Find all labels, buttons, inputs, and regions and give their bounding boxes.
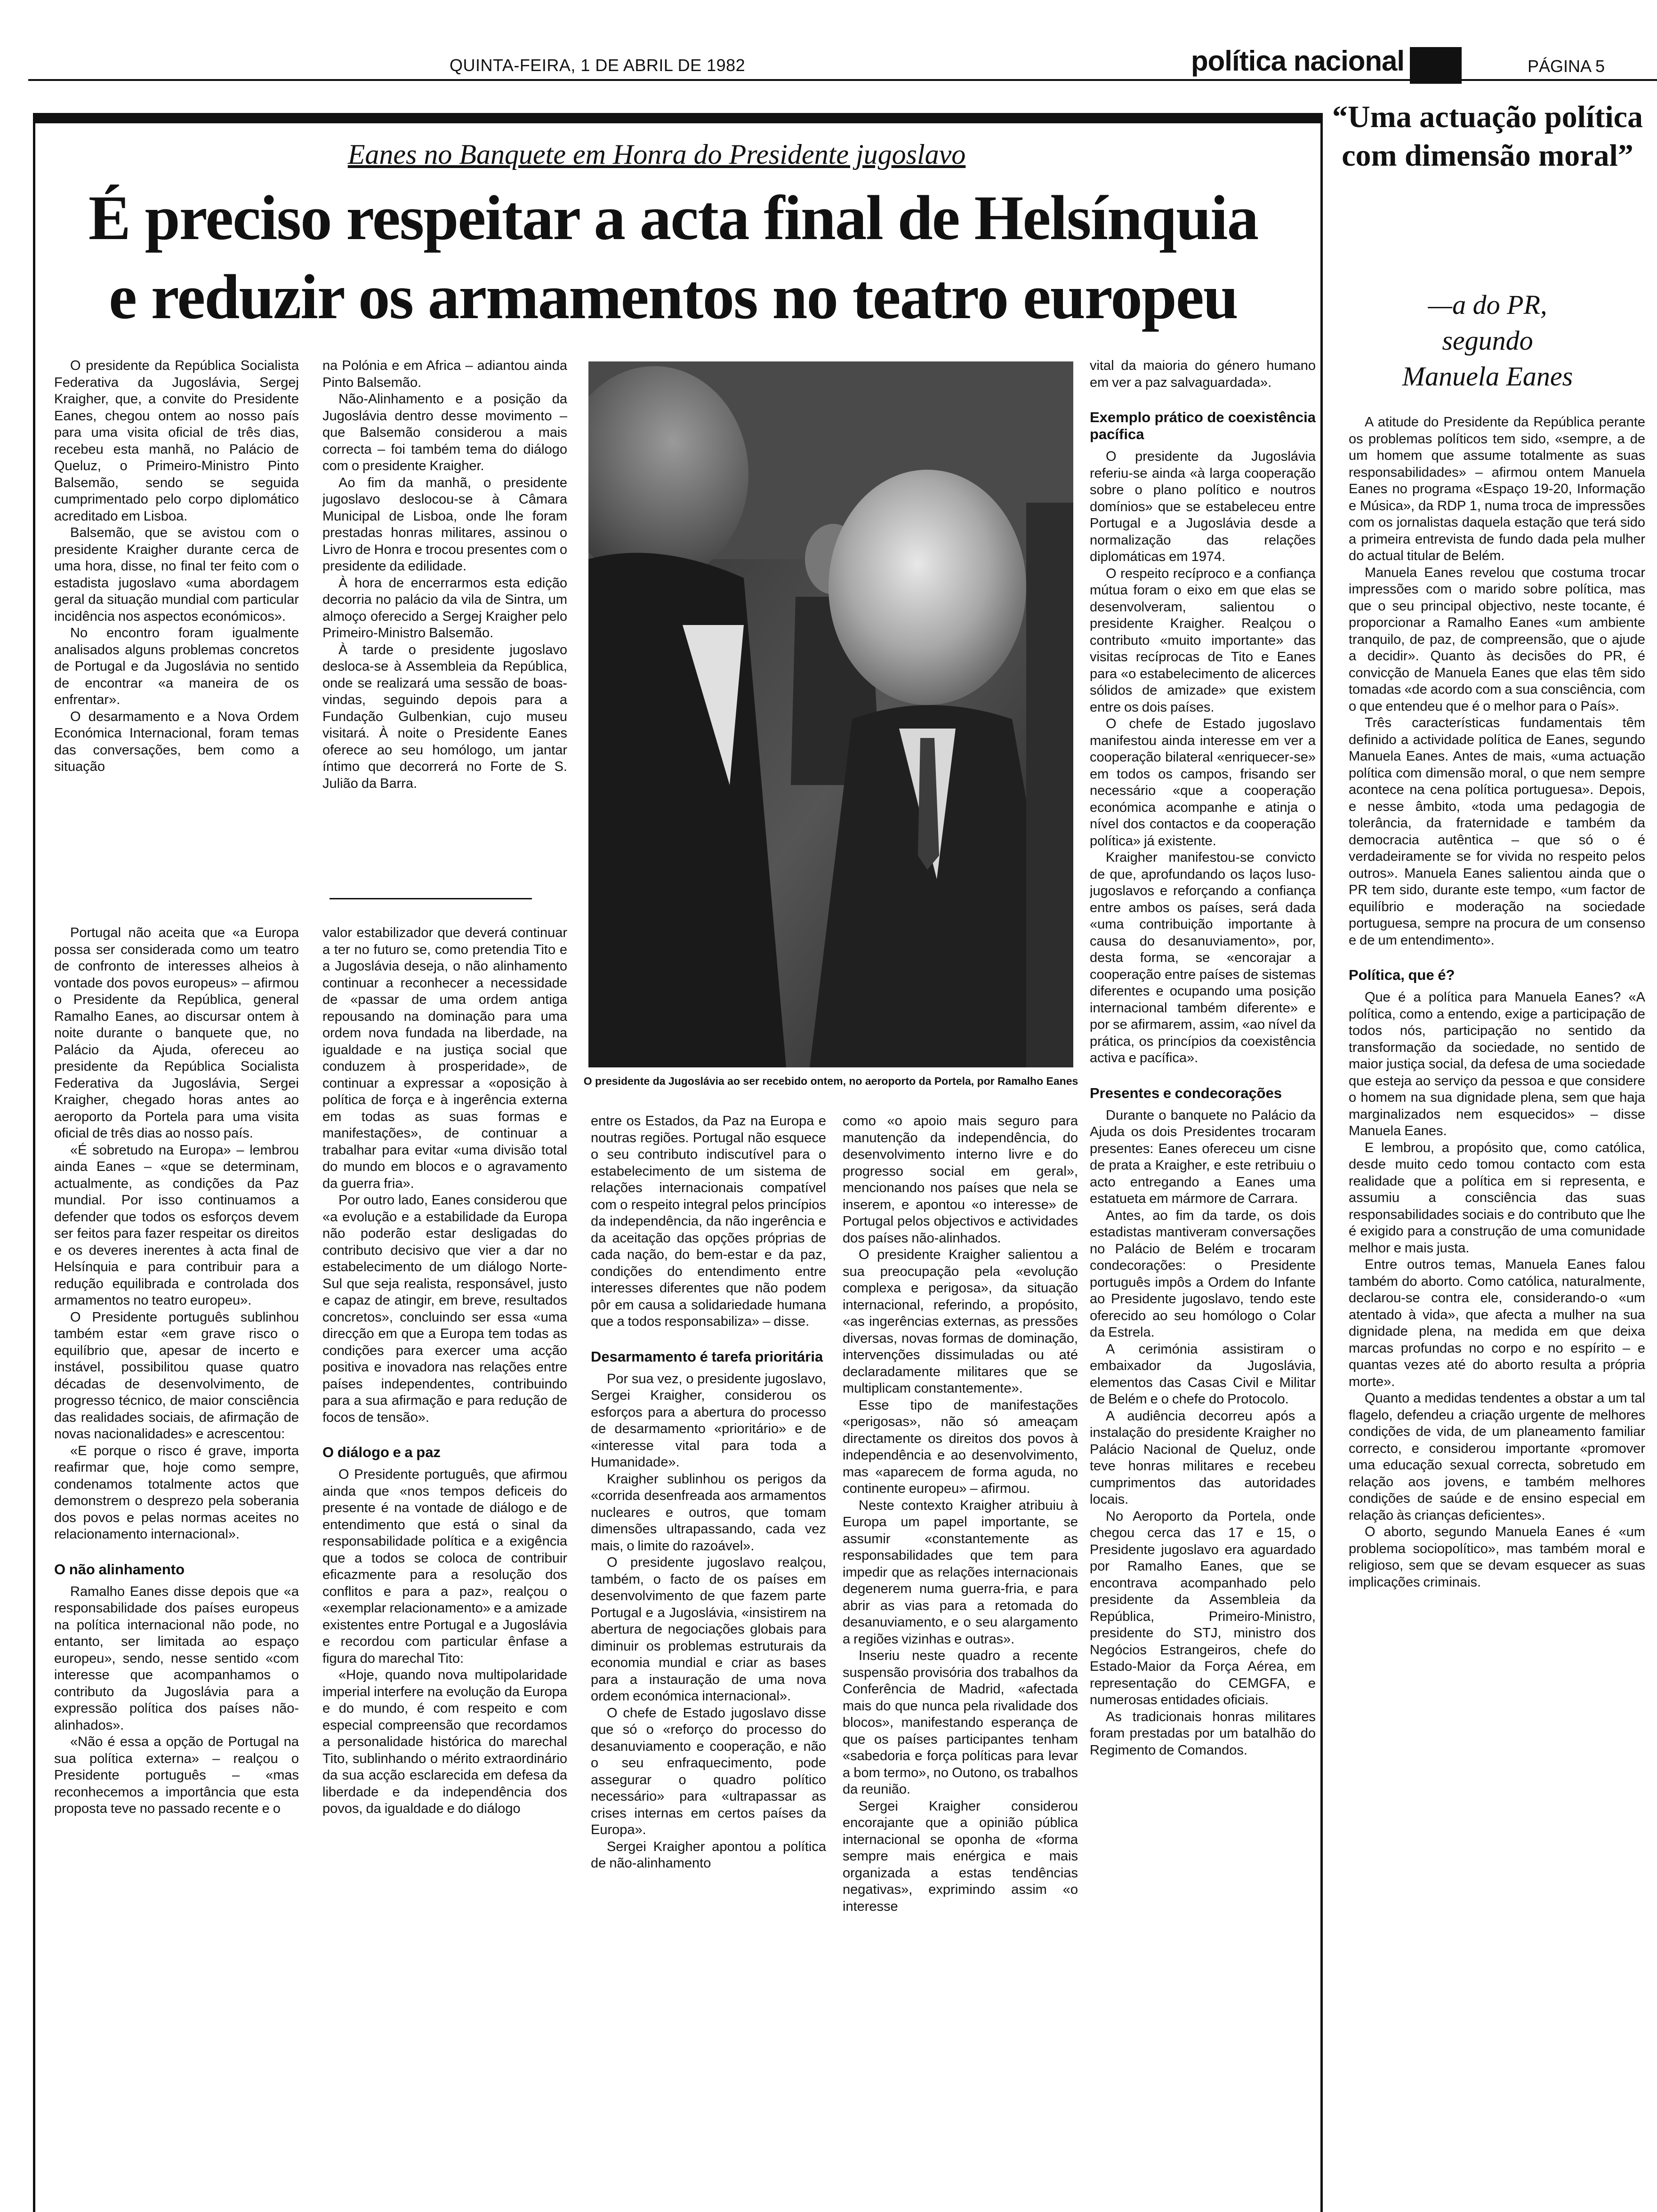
body-column-1: Portugal não aceita que «a Europa possa ser considerada como um teatro de confronto de interesses alheios à vontade dos povos europeus» – afirmou o Presidente da República, general Ramalho Eanes, ao discursar ontem à noite durante o banquete que, no Palácio da Ajuda, ofereceu ao presidente da República Socialista Federativa da Jugoslávia, Sergei Kraigher, chegado horas antes ao aeroporto da Portela para uma visita oficial de três dias ao nosso país. «É sobretudo na Europa» – lembrou ainda Eanes – «que se determinam, actualmente, as condições da Paz mundial. Por isso continuamos a defender que todos os esforços devem ser feitos para fazer respeitar os direitos e os deveres inerentes à acta final de Helsínquia e para contribuir para a redução equilibrada e controlada dos armamentos no teatro europeu». O Presidente português sublinhou também estar «em grave risco o equilíbrio que, apesar de incerto e instável, possibilitou quase quatro décadas de desenvolvimento, de progresso técnico, de maior consciência das realidades sociais, de afirmação de novas nacionalidades» e acrescentou: «E porque o risco é grave, importa reafirmar que, hoje como sempre, condenamos totalmente actos que demonstrem o desprezo pela soberania dos povos e pelas normas aceites no relacionamento internacional». O não alinhamento Ramalho Eanes disse depois que «a responsabilidade dos países europeus na política internacional não pode, no entanto, ser limitada ao espaço europeu», sendo, nesse sentido «com interesse que acompanhamos o contributo da Jugoslávia para a expressão política dos países não-alinhados». «Não é essa a opção de Portugal na sua política externa» – realçou o Presidente português – «mas reconhecemos a importância que esta proposta teve no passado recente e o [54, 925, 299, 1816]
article-frame-top [33, 113, 1323, 123]
news-photo [588, 361, 1073, 1067]
article-frame-right [1320, 113, 1323, 2212]
masthead-date: QUINTA-FEIRA, 1 DE ABRIL DE 1982 [450, 56, 746, 75]
subhead-nao-alinhamento: O não alinhamento [54, 1561, 185, 1578]
lead-separator [330, 898, 532, 899]
masthead-rule [28, 79, 1657, 81]
headline-line-2: e reduzir os armamentos no teatro europeu [109, 262, 1238, 332]
article-headline [28, 179, 1318, 337]
sidebar-credit: —a do PR, segundo Manuela Eanes [1402, 289, 1573, 392]
body-column-4: como «o apoio mais seguro para manutenção da independência, do desenvolvimento interno livre e do progresso social em geral», mencionando nos países que nela se inserem, e apontou «o interesse» de Portugal pelos objectivos e actividades dos países não-alinhados. O presidente Kraigher salientou a sua preocupação pela «evolução complexa e perigosa», da situação internacional, referindo, a propósito, «as ingerências externas, as pressões diversas, novas formas de dominação, intervenções dissimuladas ou até declaradamente militares que se multiplicam constantemente». Esse tipo de manifestações «perigosas», não só ameaçam directamente os direitos dos povos à independência e ao desenvolvimento, mas «aparecem de forma aguda, no continente europeu» – afirmou. Neste contexto Kraigher atribuiu à Europa um papel importante, se assumir «constantemente as responsabilidades que tem para impedir que as relações internacionais degenerem numa guerra-fria, e para abrir as vias para a retomada do desanuviamento, e o seu alargamento a regiões vizinhas e outras». Inseriu neste quadro a recente suspensão provisória dos trabalhos da Conferência de Madrid, «afectada mais do que nunca pela rivalidade dos blocos», manifestando esperança de que os países participantes tenham «sabedoria e força políticas para levar a bom termo», no Outono, os trabalhos da reunião. Sergei Kraigher considerou encorajante que a opinião pública internacional se oponha de «forma sempre mais enérgica e mais organizada a estas tendências negativas», exprimindo assim «o interesse [843, 1114, 1078, 1914]
article-frame-left [33, 113, 35, 2212]
subhead-dialogo: O diálogo e a paz [322, 1444, 441, 1460]
subhead-desarmamento: Desarmamento é tarefa prioritária [591, 1348, 823, 1365]
subhead-presentes: Presentes e condecorações [1090, 1084, 1282, 1101]
photo-illustration [588, 361, 1073, 1067]
photo-caption: O presidente da Jugoslávia ao ser recebido ontem, no aeroporto da Portela, por Ramalho Eanes [583, 1075, 1078, 1087]
lead-column-1: O presidente da República Socialista Federativa da Jugoslávia, Sergej Kraigher, que, a convite do Presidente Eanes, chegou ontem ao nosso país para uma visita oficial de três dias, recebeu esta manhã, no Palácio de Queluz, o Primeiro-Ministro Pinto Balsemão, sendo se seguida cumprimentado pelo corpo diplomático acreditado em Lisboa. Balsemão, que se avistou com o presidente Kraigher durante cerca de uma hora, disse, no final ter feito com o estadista jugoslavo «uma abordagem geral da situação mundial com particular incidência nos aspectos económicos». No encontro foram igualmente analisados alguns problemas concretos de Portugal e da Jugoslávia no sentido de encontrar «a maneira de os enfrentar». O desarmamento e a Nova Ordem Económica Internacional, foram temas das conversações, bem como a situação [54, 358, 299, 774]
body-column-3: entre os Estados, da Paz na Europa e noutras regiões. Portugal não esquece o seu contributo indiscutível para o estabelecimento de um sistema de relações internacionais compatível com o respeito integral pelos princípios da independência, da não ingerência e da aceitação das opções próprias de cada nação, do bem-estar e da paz, condições do entendimento entre interesses diferentes que não podem pôr em causa a solidariedade humana que a todos responsabiliza» – disse. Desarmamento é tarefa prioritária Por sua vez, o presidente jugoslavo, Sergei Kraigher, considerou os esforços para a abertura do processo de desarmamento «prioritário» e de «interesse vital para toda a Humanidade». Kraigher sublinhou os perigos da «corrida desenfreada aos armamentos nucleares e outros, que tomam dimensões ultrapassando, cada vez mais, o limite do razoável». O presidente jugoslavo realçou, também, o facto de os países em desenvolvimento de que fazem parte Portugal e a Jugoslávia, «insistirem na abertura de negociações globais para diminuir os problemas estruturais da economia mundial e criar as bases para a instauração de uma nova ordem económica internacional». O chefe de Estado jugoslavo disse que só o «reforço do processo do desanuviamento e cooperação, e não o seu enfraquecimento, pode assegurar o quadro político necessário» para «ultrapassar as crises internas em certos países da Europa». Sergei Kraigher apontou a política de não-alinhamento [591, 1114, 826, 1871]
sidebar-title: “Uma actuação política com dimensão moral” [1332, 100, 1643, 173]
headline-line-1: É preciso respeitar a acta final de Helsínquia [88, 183, 1258, 253]
section-name: política nacional [1191, 45, 1405, 77]
lead-column-2: na Polónia e em Africa – adiantou ainda Pinto Balsemão. Não-Alinhamento e a posição da Jugoslávia dentro desse movimento – que Balsemão considerou a mais correcta – foi também tema do diálogo com o presidente Kraigher. Ao fim da manhã, o presidente jugoslavo deslocou-se à Câmara Municipal de Lisboa, onde lhe foram prestadas honras militares, assinou o Livro de Honra e trocou presentes com o presidente da edilidade. À hora de encerrarmos esta edição decorria no palácio da vila de Sintra, um almoço oferecido a Sergej Kraigher pelo Primeiro-Ministro Balsemão. À tarde o presidente jugoslavo desloca-se à Assembleia da República, onde se realizará uma sessão de boas-vindas, seguindo depois para a Fundação Gulbenkian, cujo museu visitará. À noite o Presidente Eanes oferece ao seu homólogo, um jantar íntimo que decorrerá no Forte de S. Julião da Barra. [322, 358, 567, 791]
body-column-2: valor estabilizador que deverá continuar a ter no futuro se, como pretendia Tito e a Jugoslávia deseja, o não alinhamento continuar a reconhecer a necessidade de «passar de uma ordem antiga repousando na dominação para uma ordem nova fundada na liberdade, na igualdade e na justiça social que conduzem à prosperidade», de continuar a expressar a «oposição à política de força e à ingerência externa em todas as suas formas e manifestações», de continuar a trabalhar para evitar «uma divisão total do mundo em blocos e o agravamento da guerra fria». Por outro lado, Eanes considerou que «a evolução e a estabilidade da Europa não poderão estar desligadas do contributo decisivo que vier a dar no estabelecimento de um diálogo Norte-Sul que seja realista, responsável, justo e capaz de atingir, em breve, resultados concretos», concluindo ser essa «uma direcção em que a Europa tem todas as condições para exercer uma acção positiva e inovadora nas relações entre países independentes, contribuindo para a sua afirmação e para redução de focos de tensão». O diálogo e a paz O Presidente português, que afirmou ainda que «nos tempos deficeis do presente é na vontade de diálogo e de entendimento que está o sinal da responsabilidade política e a exigência que a todos se coloca de contribuir eficazmente para a resolução dos conflitos e para a paz», realçou o «exemplar relacionamento» e a amizade existentes entre Portugal e a Jugoslávia e recordou com particular ênfase a figura do marechal Tito: «Hoje, quando nova multipolaridade imperial interfere na evolução da Europa e do mundo, é com respeito e com especial compreensão que recordamos a personalidade histórica do marechal Tito, sublinhando o mérito extraordinário da sua acção esclarecida em defesa da liberdade e da independência dos povos, da igualdade e do diálogo [322, 925, 567, 1816]
section-badge [1410, 47, 1462, 84]
sidebar-column: A atitude do Presidente da República perante os problemas políticos tem sido, «sempre, a de um homem que assume totalmente as suas responsabilidades» – afirmou ontem Manuela Eanes no programa «Espaço 19-20, Informação e Música», da RDP 1, numa troca de impressões com os jornalistas daquela estação que terá sido a primeira entrevista de fundo dada pela mulher do actual titular de Belém. Manuela Eanes revelou que costuma trocar impressões com o marido sobre política, mas que o seu principal objectivo, neste tocante, é proporcionar a Ramalho Eanes «um ambiente tranquilo, de paz, de compreensão, que o ajude a decidir». Quanto às decisões do PR, é convicção de Manuela Eanes que elas têm sido tomadas «de acordo com a sua consciência, com o que entendeu que é o melhor para o País». Três características fundamentais têm definido a actividade política de Eanes, segundo Manuela Eanes. Antes de mais, «uma actuação política com dimensão moral, o que nem sempre acontece na cena política portuguesa». Depois, e nesse âmbito, «toda uma pedagogia de tolerância, da fraternidade e também da democracia autêntica – que só o é verdadeiramente se for vivida no respeito pelos outros». Manuela Eanes salientou ainda que o PR tem sido, durante este tempo, «um factor de equilíbrio e moderação na sociedade portuguesa, sempre na procura de um consenso e de um entendimento». Política, que é? Que é a política para Manuela Eanes? «A política, como a entendo, exige a participação de todos nós, participação no sentido da transformação da sociedade, no sentido de maior justiça social, da defesa de uma sociedade que esteja ao serviço da pessoa e que considere o homem na sua dignidade plena, sem que haja marginalizados nem esquecidos» – disse Manuela Eanes. E lembrou, a propósito que, como católica, desde muito cedo tomou contacto com esta realidade que a política em si representa, e assumiu a consciência das suas responsabilidades sociais e do contributo que lhe é exigido para a construção de uma comunidade melhor e mais justa. Entre outros temas, Manuela Eanes falou também do aborto. Como católica, naturalmente, declarou-se contra ele, considerando-o «um atentado à vida», que afecta a mulher na sua dignidade plena, na medida em que deixa marcas profundas no corpo e no espírito – e quantas vezes até do aborto resulta a própria morte». Quanto a medidas tendentes a obstar a um tal flagelo, defendeu a criação urgente de melhores condições de vida, de um planeamento familiar correcto, e considerou importante «promover uma educação sexual correcta, sobretudo em relação aos jovens, e também melhores condições de saúde e de ensino especial em relação às crianças deficientes». O aborto, segundo Manuela Eanes é «um problema sociopolítico», mas também moral e religioso, sem que se devam esquecer as suas implicações criminais. [1349, 415, 1645, 1590]
article-kicker: Eanes no Banquete em Honra do Presidente jugoslavo [347, 139, 966, 170]
subhead-politica: Política, que é? [1349, 967, 1455, 983]
page-label: PÁGINA 5 [1528, 56, 1605, 76]
body-column-5: vital da maioria do género humano em ver a paz salvaguardada». Exemplo prático de coexistência pacífica O presidente da Jugoslávia referiu-se ainda «à larga cooperação sobre o plano político e noutros domínios» que se estabeleceu entre Portugal e a Jugoslávia desde a normalização das relações diplomáticas em 1974. O respeito recíproco e a confiança mútua foram o eixo em que elas se desenvolveram, salientou o presidente Kraigher. Realçou o contributo «muito importante» das visitas recíprocas de Tito e Eanes para «o estabelecimento de alicerces sólidos de amizade» que existem entre os dois países. O chefe de Estado jugoslavo manifestou ainda interesse em ver a cooperação bilateral «enriquecer-se» em todos os campos, frisando ser necessário «que a cooperação económica acompanhe e atinja o nível dos contactos e da cooperação política» já existente. Kraigher manifestou-se convicto de que, aprofundando os laços luso-jugoslavos e reforçando a confiança entre ambos os países, será dada «uma contribuição importante à causa do desanuviamento», por, desta forma, se «encorajar a cooperação entre países de sistemas diferentes e ocupando uma posição internacional também diferente» e por se afirmarem, assim, «ao nível da prática, os princípios da coexistência activa e pacífica». Presentes e condecorações Durante o banquete no Palácio da Ajuda os dois Presidentes trocaram presentes: Eanes ofereceu um cisne de prata a Kraigher, e este retribuiu o acto entregando a Eanes uma estatueta em mármore de Carrara. Antes, ao fim da tarde, os dois estadistas mantiveram conversações no Palácio de Belém e trocaram condecorações: o Presidente português impôs a Ordem do Infante ao Presidente jugoslavo, tendo este oferecido ao seu homólogo o Colar da Estrela. A cerimónia assistiram o embaixador da Jugoslávia, elementos das Casas Civil e Militar de Belém e o chefe do Protocolo. A audiência decorreu após a instalação do presidente Kraigher no Palácio Nacional de Queluz, onde teve honras militares e recebeu cumprimentos das autoridades locais. No Aeroporto da Portela, onde chegou cerca das 17 e 15, o Presidente jugoslavo era aguardado por Ramalho Eanes, que se encontrava acompanhado pelo presidente da Assembleia da República, Primeiro-Ministro, presidente do STJ, ministro dos Negócios Estrangeiros, chefe do Estado-Maior da Força Aérea, em representação do CEMGFA, e numerosas entidades oficiais. As tradicionais honras militares foram prestadas por um batalhão do Regimento de Comandos. [1090, 358, 1316, 1758]
subhead-exemplo: Exemplo prático de coexistência pacífica [1090, 409, 1316, 442]
